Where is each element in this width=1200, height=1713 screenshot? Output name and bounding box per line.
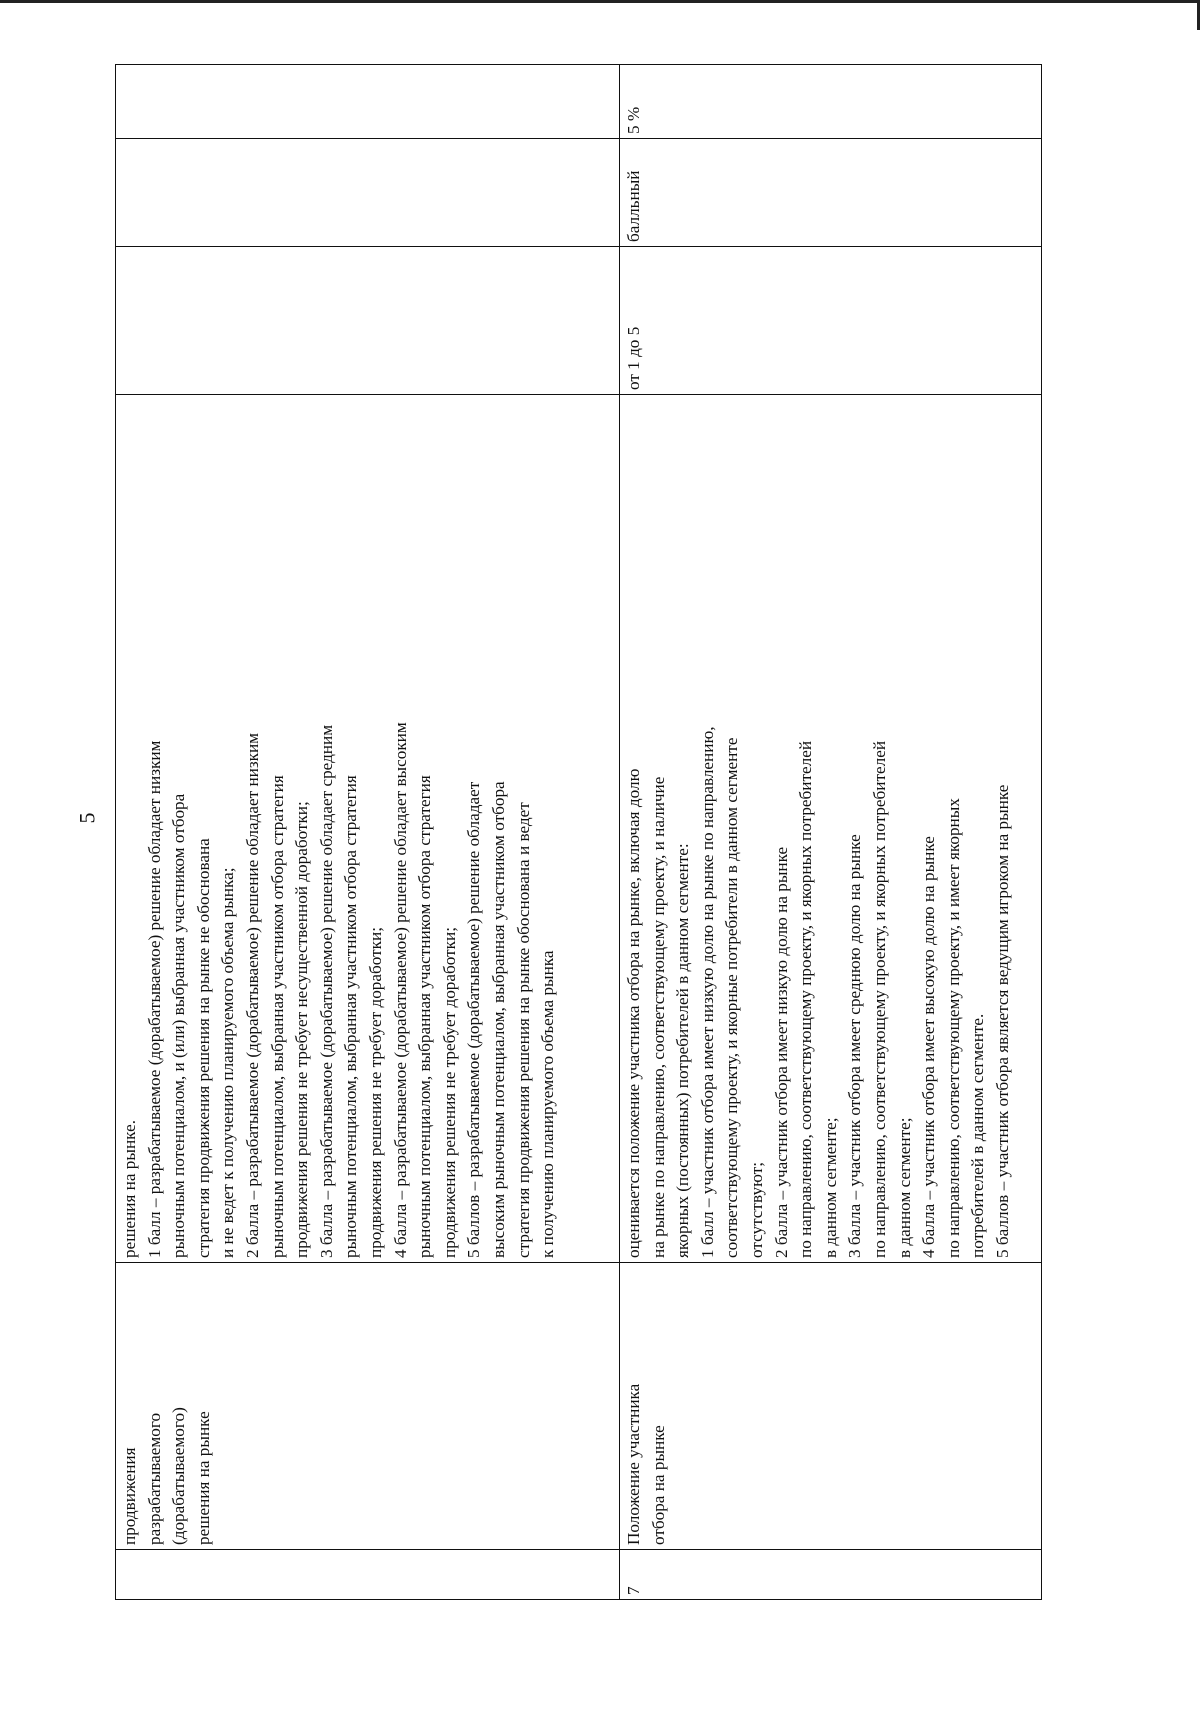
cell-line: (дорабатываемого) — [169, 1407, 189, 1545]
cell-line: разрабатываемого — [144, 1412, 164, 1545]
cell-line: к получению планируемого объема рынка — [538, 950, 558, 1258]
cell-line: на рынке по направлению, соответствующему проекту, и наличие — [648, 776, 668, 1258]
criteria-table — [115, 64, 1042, 1600]
cell-line: высоким рыночным потенциалом, выбранная участником отбора — [488, 781, 508, 1258]
cell-line: 5 баллов – участник отбора является ведущим игроком на рынке — [992, 784, 1012, 1258]
weight-cell: 5 % — [620, 65, 1042, 139]
score-type-cell — [116, 139, 620, 247]
cell-line: в данном сегменте; — [820, 1117, 840, 1258]
cell-line: по направлению, соответствующему проекту, и якорных потребителей — [869, 740, 889, 1258]
cell-line: потребителей в данном сегменте. — [968, 1013, 988, 1258]
cell-line: 2 балла – участник отбора имеет низкую долю на рынке — [771, 846, 791, 1258]
cell-line: рыночным потенциалом, выбранная участником отбора стратегия — [341, 775, 361, 1258]
cell-line: стратегия продвижения решения на рынке обоснована и ведет — [513, 802, 533, 1258]
cell-line: в данном сегменте; — [894, 1117, 914, 1258]
table-row — [620, 65, 1042, 1600]
cell-line: рыночным потенциалом, и (или) выбранная участником отбора — [169, 793, 189, 1258]
page-number: 5 — [74, 812, 100, 824]
cell-line: по направлению, соответствующему проекту, и имеет якорных — [943, 798, 963, 1258]
criterion-name-cell — [116, 1263, 620, 1550]
cell-line: 4 балла – участник отбора имеет высокую долю на рынке — [919, 836, 939, 1258]
cell-line: Положение участника — [624, 1383, 643, 1545]
cell-line: соответствующему проекту, и якорные потребители в данном сегменте — [722, 737, 742, 1258]
criterion-description-cell — [116, 395, 620, 1263]
row-number-cell: 7 — [620, 1550, 1042, 1600]
cell-line: стратегия продвижения решения на рынке не обоснована — [193, 838, 213, 1258]
row-number-cell — [116, 1550, 620, 1600]
cell-line: 5 баллов – разрабатываемое (дорабатываемое) решение обладает — [464, 781, 484, 1258]
criterion-name-cell — [620, 1263, 1042, 1550]
cell-line: продвижения решения не требует доработки; — [365, 927, 385, 1258]
cell-line: 1 балл – участник отбора имеет низкую долю на рынке по направлению, — [697, 726, 717, 1258]
cell-line: решения на рынке. — [120, 1120, 139, 1258]
weight-cell — [116, 65, 620, 139]
cell-line: продвижения — [120, 1447, 139, 1545]
table-row — [116, 65, 620, 1600]
score-range-cell — [116, 247, 620, 395]
cell-line: 3 балла – участник отбора имеет среднюю долю на рынке — [845, 834, 865, 1258]
cell-line: отбора на рынке — [648, 1425, 668, 1545]
cell-line: рыночным потенциалом, выбранная участником отбора стратегия — [267, 775, 287, 1258]
cell-line: продвижения решения не требует несущественной доработки; — [292, 801, 312, 1258]
cell-line: 2 балла – разрабатываемое (дорабатываемое) решение обладает низким — [242, 732, 262, 1258]
cell-line: и не ведет к получению планируемого объема рынка; — [218, 867, 238, 1258]
scan-edge — [0, 0, 1200, 3]
cell-line: 3 балла – разрабатываемое (дорабатываемое) решение обладает средним — [316, 724, 336, 1258]
cell-line: якорных (постоянных) потребителей в данном сегменте: — [673, 843, 693, 1258]
cell-line: решения на рынке — [193, 1411, 213, 1545]
cell-line: 4 балла – разрабатываемое (дорабатываемое) решение обладает высоким — [390, 722, 410, 1258]
cell-line: по направлению, соответствующему проекту, и якорных потребителей — [796, 740, 816, 1258]
cell-line: отсутствуют; — [746, 1162, 766, 1258]
score-type-cell: балльный — [620, 139, 1042, 247]
cell-line: продвижения решения не требует доработки; — [439, 927, 459, 1258]
criterion-description-cell — [620, 395, 1042, 1263]
cell-line: рыночным потенциалом, выбранная участником отбора стратегия — [415, 775, 435, 1258]
score-range-cell: от 1 до 5 — [620, 247, 1042, 395]
cell-line: оценивается положение участника отбора на рынке, включая долю — [624, 768, 643, 1258]
criteria-table-rotated — [115, 65, 1060, 1600]
cell-line: 1 балл – разрабатываемое (дорабатываемое) решение обладает низким — [144, 740, 164, 1258]
